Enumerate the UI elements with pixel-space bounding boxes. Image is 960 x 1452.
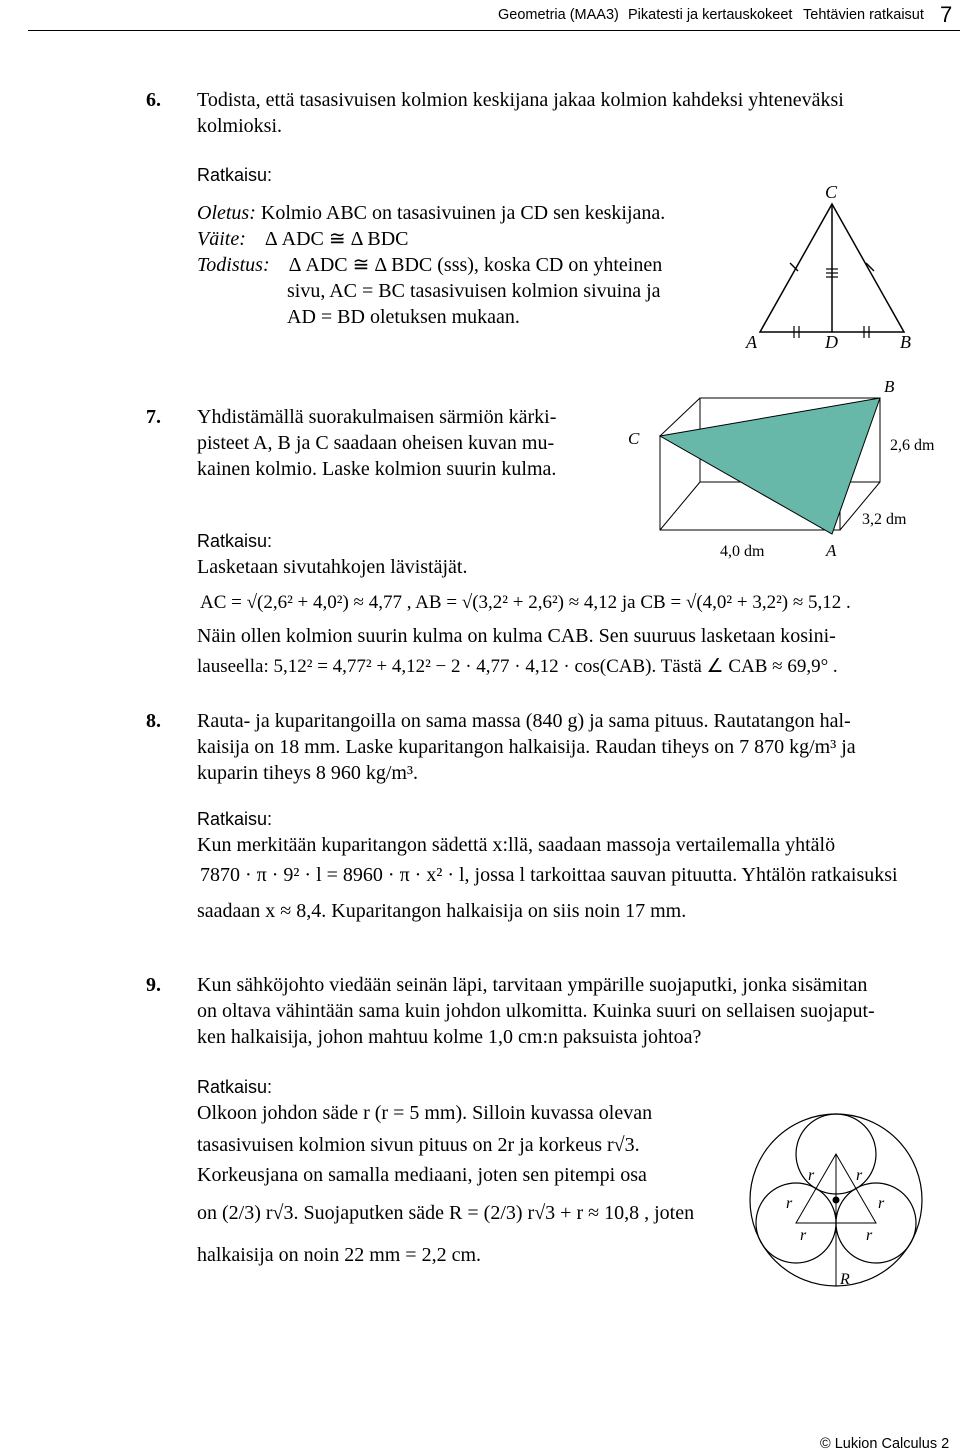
radius-label-r: r	[866, 1227, 873, 1244]
header-subtitle: Tehtävien ratkaisut	[803, 7, 924, 23]
radius-label-r: r	[878, 1195, 885, 1212]
radius-label-r: r	[800, 1227, 807, 1244]
radius-label-r: r	[786, 1195, 793, 1212]
problem-7-task-line: kainen kolmio. Laske kolmion suurin kulma.	[197, 458, 557, 480]
p8-solution-line: saadaan x ≈ 8,4. Kuparitangon halkaisija on siis noin 17 mm.	[197, 900, 687, 922]
header-rule	[28, 30, 960, 31]
todistus-text: Δ ADC ≅ Δ BDC (sss), koska CD on yhteinen	[288, 254, 663, 276]
p7-solution-line: Lasketaan sivutahkojen lävistäjät.	[197, 556, 468, 578]
prism-label-b: B	[884, 377, 895, 396]
solution-label: Ratkaisu:	[197, 809, 273, 829]
problem-6-task-line: kolmioksi.	[197, 115, 283, 137]
problem-9-task-line: on oltava vähintään sama kuin johdon ulkomitta. Kuinka suuri on sellaisen suojaput-	[197, 1000, 875, 1022]
oletus-text: Kolmio ABC on tasasivuinen ja CD sen keskijana.	[260, 202, 666, 224]
problem-9-number: 9.	[146, 974, 161, 996]
problem-7-task-line: Yhdistämällä suorakulmaisen särmiön kärki-	[197, 406, 557, 428]
problem-8-number: 8.	[146, 710, 161, 732]
vertex-label-c: C	[825, 182, 838, 202]
vaite-text: Δ ADC ≅ Δ BDC	[264, 228, 409, 250]
solution-label: Ratkaisu:	[197, 531, 273, 551]
prism-dim-height: 2,6 dm	[890, 437, 935, 454]
header-course: Geometria (MAA3)	[498, 7, 619, 23]
prism-label-a: A	[826, 541, 837, 560]
p6-vaite	[197, 226, 409, 252]
problem-6-number: 6.	[146, 89, 161, 111]
p7-cosine-law-line: lauseella: 5,12² = 4,77² + 4,12² − 2 · 4,77 · 4,12 · cos(CAB). Tästä ∠ CAB ≈ 69,9° .	[197, 656, 838, 677]
todistus-line: sivu, AC = BC tasasivuisen kolmion sivuina ja	[287, 280, 661, 302]
problem-8-task-line: kuparin tiheys 8 960 kg/m³.	[197, 762, 418, 784]
page-header	[0, 4, 960, 28]
solution-label: Ratkaisu:	[197, 1077, 273, 1097]
p8-equation-line: 7870 · π · 9² · l = 8960 · π · x² · l, jossa l tarkoittaa sauvan pituutta. Yhtälön ratkaisuksi	[200, 864, 898, 886]
problem-7-number: 7.	[146, 406, 161, 428]
p9-solution-line: halkaisija on noin 22 mm = 2,2 cm.	[197, 1244, 482, 1266]
prism-figure	[600, 372, 945, 572]
problem-9-task-line: ken halkaisija, johon mahtuu kolme 1,0 cm:n paksuista johtoa?	[197, 1026, 702, 1048]
problem-8-task-line: Rauta- ja kuparitangoilla on sama massa (840 g) ja sama pituus. Rautatangon hal-	[197, 710, 851, 732]
todistus-line: AD = BD oletuksen mukaan.	[287, 306, 520, 328]
p9-solution-line: on (2/3) r√3. Suojaputken säde R = (2/3) r√3 + r ≈ 10,8 , joten	[197, 1202, 695, 1224]
p9-solution-line: tasasivuisen kolmion sivun pituus on 2r ja korkeus r√3.	[197, 1134, 640, 1156]
triangle-abc-figure	[740, 176, 920, 356]
oletus-label: Oletus:	[197, 202, 256, 224]
p6-oletus	[197, 200, 665, 226]
radius-label-r: r	[808, 1167, 815, 1184]
vertex-label-d: D	[825, 332, 838, 352]
prism-dim-width: 4,0 dm	[720, 543, 765, 560]
vertex-label-a: A	[746, 332, 757, 352]
prism-dim-depth: 3,2 dm	[862, 511, 907, 528]
problem-7-task-line: pisteet A, B ja C saadaan oheisen kuvan mu-	[197, 432, 555, 454]
p9-solution-line: Korkeusjana on samalla mediaani, joten sen pitempi osa	[197, 1164, 647, 1186]
vaite-label: Väite:	[197, 228, 246, 250]
prism-label-c: C	[628, 429, 640, 448]
page-number: 7	[940, 2, 953, 27]
p9-solution-line: Olkoon johdon säde r (r = 5 mm). Silloin kuvassa olevan	[197, 1102, 653, 1124]
todistus-label: Todistus:	[197, 254, 270, 276]
three-wires-figure	[740, 1080, 950, 1300]
problem-8-task-line: kaisija on 18 mm. Laske kuparitangon halkaisija. Raudan tiheys on 7 870 kg/m³ ja	[197, 736, 856, 758]
problem-9-task-line: Kun sähköjohto viedään seinän läpi, tarvitaan ympärille suojaputki, jonka sisämitan	[197, 974, 868, 996]
header-section: Pikatesti ja kertauskokeet	[628, 7, 793, 23]
problem-6-task-line: Todista, että tasasivuisen kolmion keskijana jakaa kolmion kahdeksi yhteneväksi	[197, 89, 844, 111]
solution-label: Ratkaisu:	[197, 165, 273, 185]
p7-diagonals-equation: AC = √(2,6² + 4,0²) ≈ 4,77 , AB = √(3,2² + 2,6²) ≈ 4,12 ja CB = √(4,0² + 3,2²) ≈ 5,12 .	[200, 592, 851, 613]
radius-label-r: r	[856, 1167, 863, 1184]
footer-copyright: © Lukion Calculus 2	[820, 1436, 950, 1452]
p7-solution-line: Näin ollen kolmion suurin kulma on kulma CAB. Sen suuruus lasketaan kosini-	[197, 625, 836, 647]
p8-solution-line: Kun merkitään kuparitangon sädettä x:llä, saadaan massoja vertailemalla yhtälö	[197, 834, 836, 856]
radius-label-big-r: R	[840, 1271, 850, 1288]
vertex-label-b: B	[900, 332, 911, 352]
p6-todistus	[197, 252, 662, 278]
